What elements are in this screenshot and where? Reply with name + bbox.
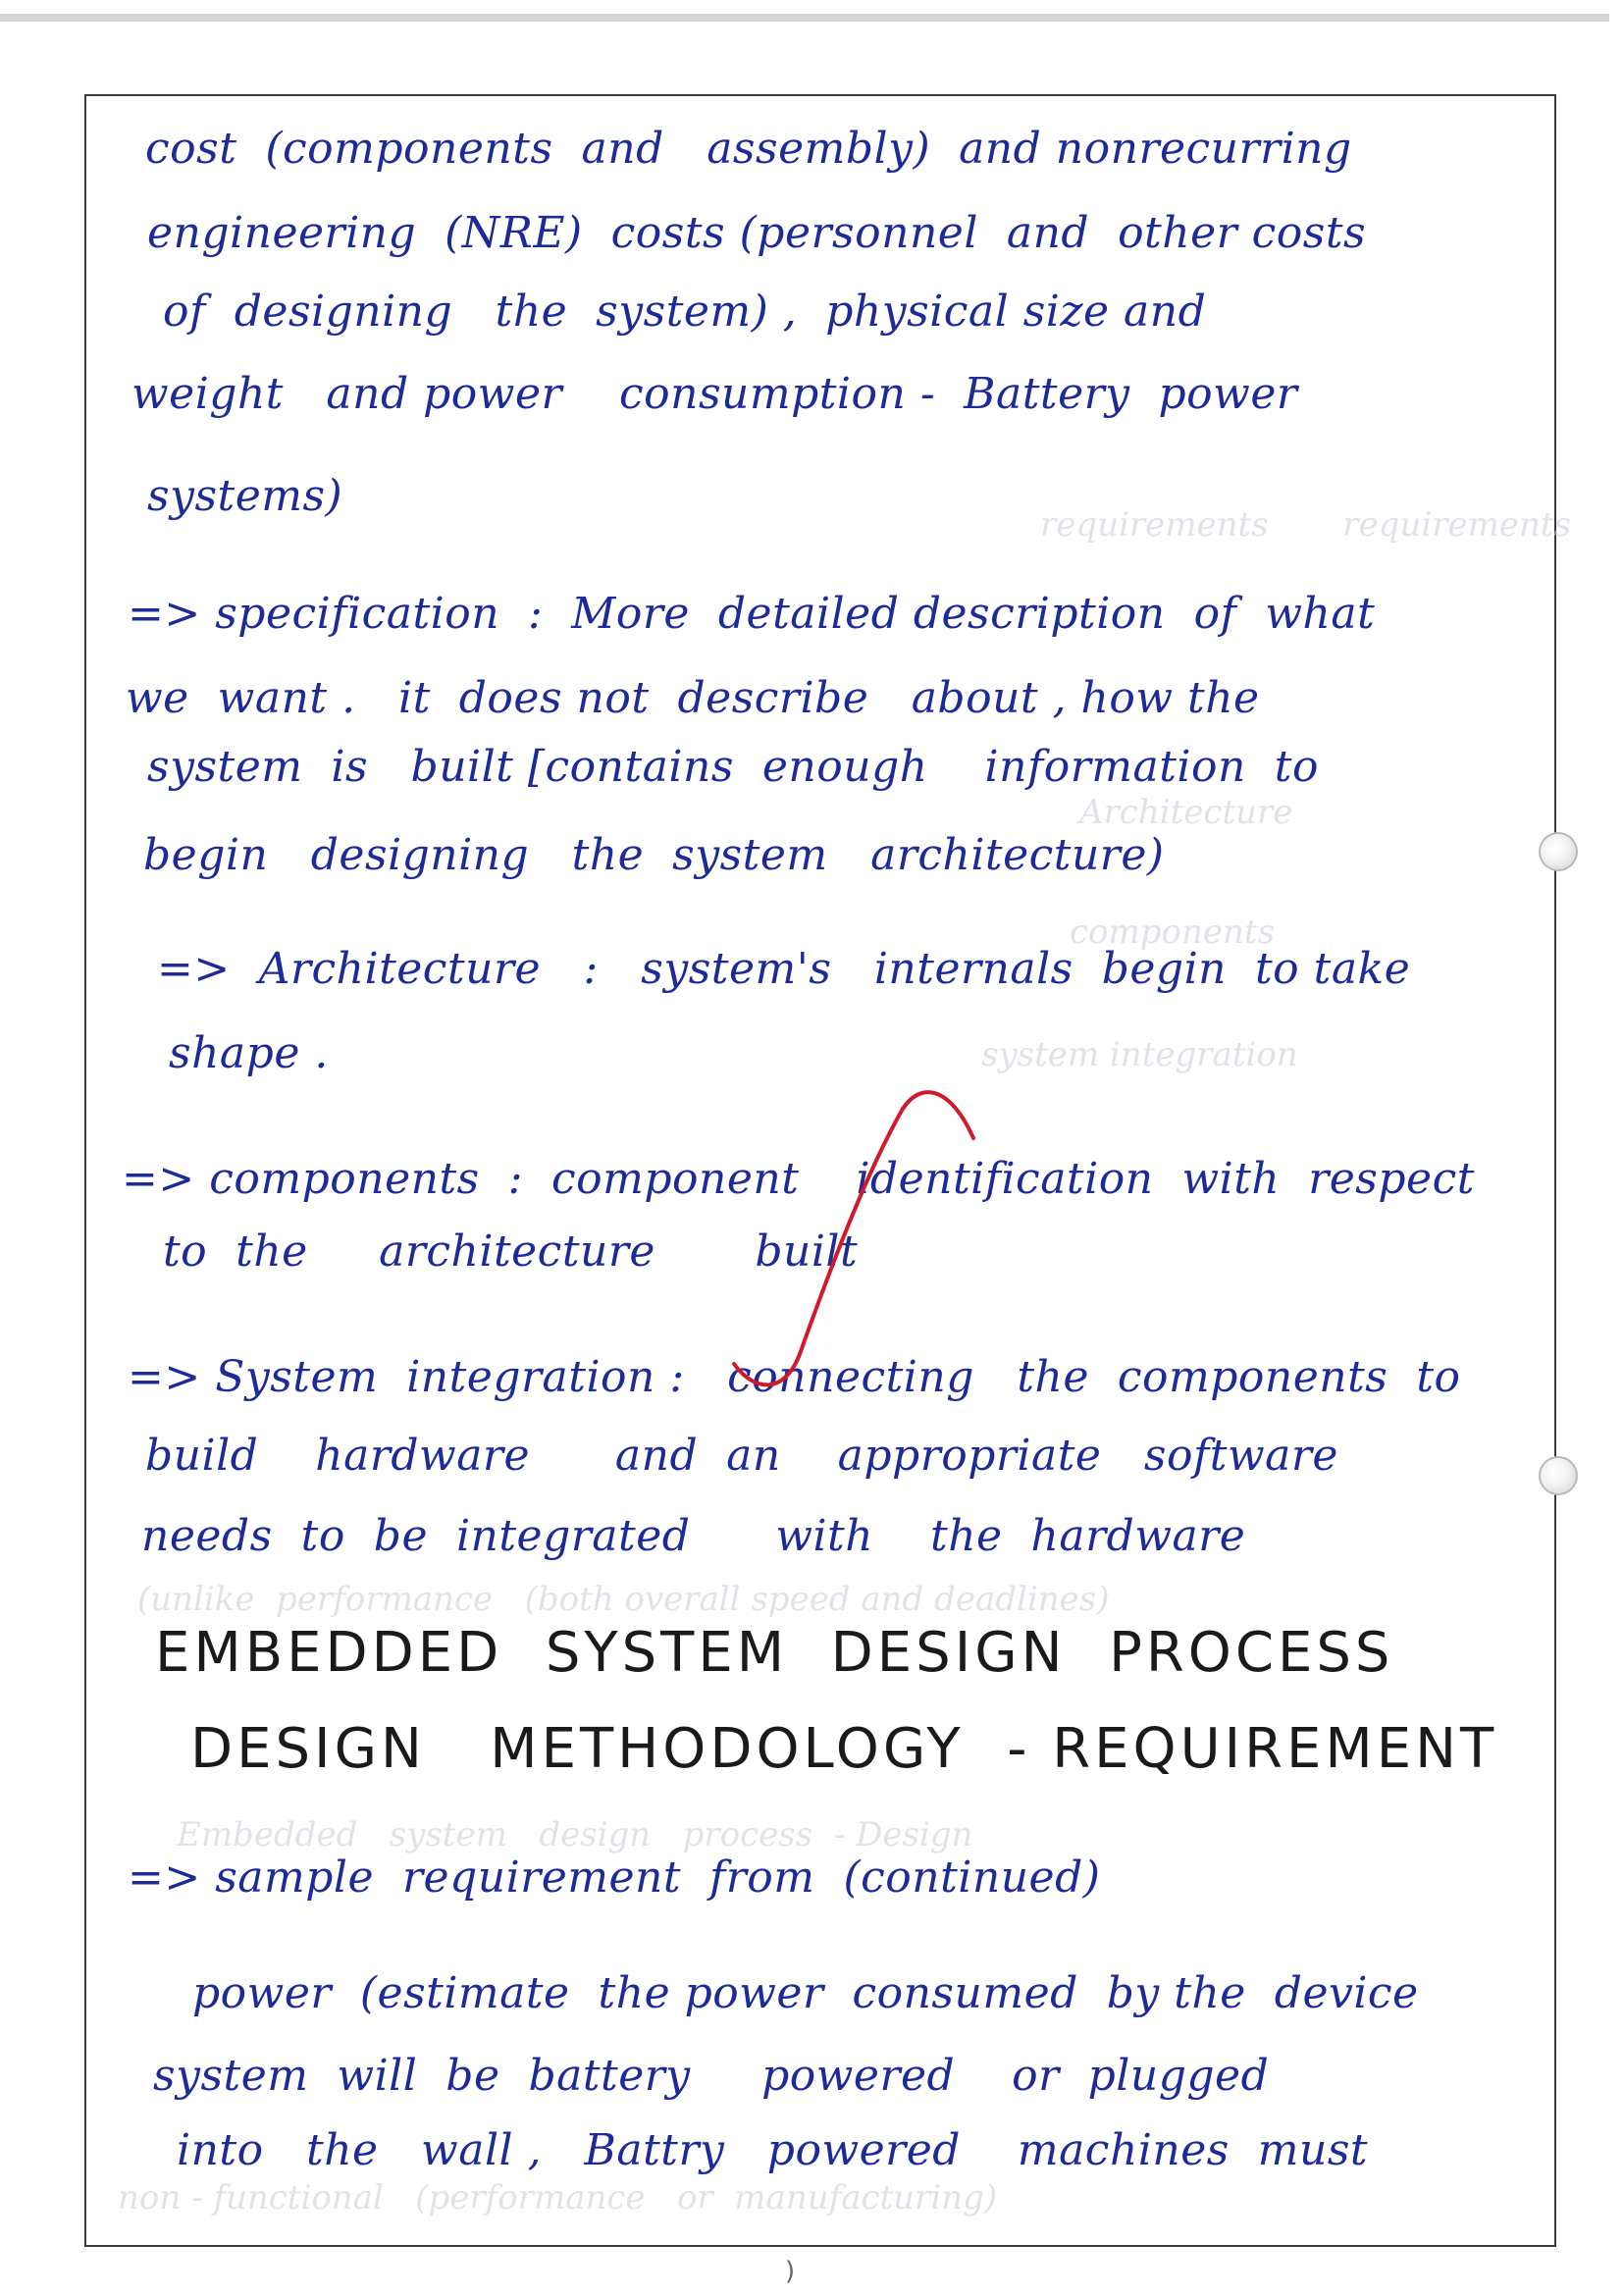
bleed-through-text: non - functional (performance or manufacturing) [118, 2178, 998, 2218]
note-line: => sample requirement from (continued) [128, 1852, 1101, 1903]
note-line: => System integration : connecting the components to [128, 1352, 1461, 1402]
bleed-through-text: requirements requirements [1040, 505, 1571, 545]
note-line: cost (components and assembly) and nonrecurring [145, 124, 1352, 174]
note-line: begin designing the system architecture) [143, 830, 1165, 880]
page-number: ) [785, 2257, 796, 2286]
note-line: power (estimate the power consumed by the device [192, 1968, 1419, 2018]
bleed-through-text: system integration [981, 1035, 1298, 1074]
note-line: => specification : More detailed description of what [128, 589, 1376, 639]
red-check-mark-icon [716, 1070, 991, 1403]
note-line: needs to be integrated with the hardware [141, 1511, 1246, 1561]
note-line: => Architecture : system's internals begin to take [157, 944, 1411, 994]
note-line: shape . [169, 1028, 329, 1078]
note-line: system is built [contains enough information to [147, 742, 1319, 792]
note-line: of designing the system) , physical size and [163, 287, 1207, 337]
note-line: => components : component identification with respect [122, 1154, 1475, 1204]
note-line: we want . it does not describe about , how the [126, 673, 1260, 723]
note-line: to the architecture built [163, 1226, 859, 1277]
note-line: weight and power consumption - Battery power [131, 369, 1298, 419]
note-line: systems) [147, 471, 343, 521]
note-line: system will be battery powered or plugged [153, 2051, 1270, 2101]
bleed-through-text: components [1070, 913, 1276, 952]
punch-hole [1539, 1456, 1578, 1495]
bleed-through-text: Embedded system design process - Design [177, 1815, 973, 1854]
note-line: build hardware and an appropriate software [145, 1431, 1338, 1481]
bleed-through-text: Architecture [1079, 793, 1293, 832]
section-heading: DESIGN METHODOLOGY - REQUIREMENT [190, 1717, 1498, 1781]
note-line: engineering (NRE) costs (personnel and other costs [147, 208, 1367, 258]
bleed-through-text: (unlike performance (both overall speed and deadlines) [137, 1580, 1110, 1619]
note-line: into the wall , Battry powered machines must [177, 2125, 1369, 2175]
section-heading: EMBEDDED SYSTEM DESIGN PROCESS [155, 1621, 1394, 1685]
